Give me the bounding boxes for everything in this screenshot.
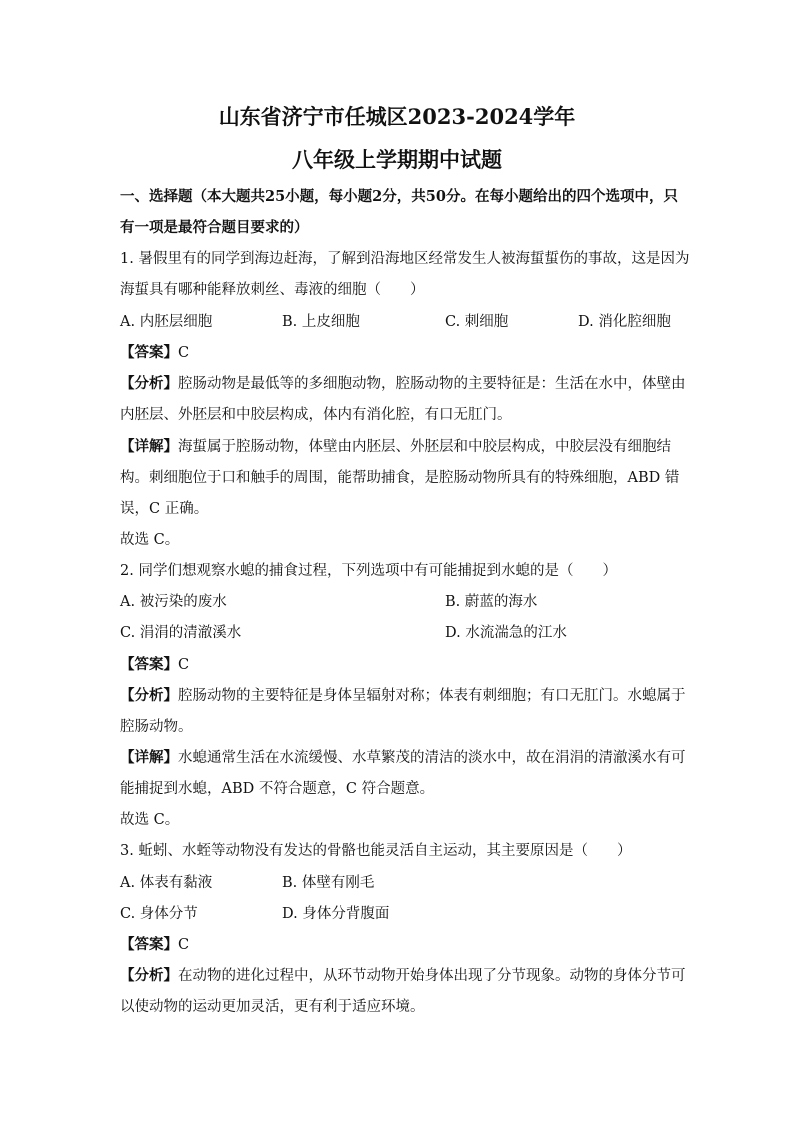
question-1-stem-cont: 海蜇具有哪种能释放刺丝、毒液的细胞（ ） <box>120 282 425 298</box>
question-3-option-d: D. 身体分背腹面 <box>282 906 390 922</box>
question-2-option-c: C. 涓涓的清澈溪水 <box>120 625 242 641</box>
document-title: 山东省济宁市任城区2023-2024学年 <box>218 104 576 129</box>
question-2-option-a: A. 被污染的废水 <box>120 594 227 610</box>
detail-text: 海蜇属于腔肠动物，体壁由内胚层、外胚层和中胶层构成，中胶层没有细胞结 <box>178 439 671 455</box>
question-1-detail <box>120 437 671 457</box>
question-2-detail <box>120 748 686 768</box>
question-1-detail-cont: 误，C 正确。 <box>120 501 209 517</box>
question-1-stem: 1. 暑假里有的同学到海边赶海，了解到沿海地区经常发生人被海蜇蜇伤的事故，这是因为 <box>120 251 690 267</box>
analysis-text: 在动物的进化过程中，从环节动物开始身体出现了分节现象。动物的身体分节可 <box>178 968 686 984</box>
question-1-option-b: B. 上皮细胞 <box>282 314 360 330</box>
question-2-detail-cont: 能捕捉到水螅，ABD 不符合题意，C 符合题意。 <box>120 781 435 797</box>
analysis-text: 腔肠动物是最低等的多细胞动物，腔肠动物的主要特征是：生活在水中，体壁由 <box>178 376 686 392</box>
question-2-option-d: D. 水流湍急的江水 <box>445 625 567 641</box>
question-1-option-c: C. 刺细胞 <box>445 314 509 330</box>
answer-value: C <box>178 657 190 673</box>
question-3-analysis-cont: 以使动物的运动更加灵活，更有利于适应环境。 <box>120 999 425 1015</box>
detail-label: 【详解】 <box>120 438 178 455</box>
question-1-option-a: A. 内胚层细胞 <box>120 314 213 330</box>
answer-label: 【答案】 <box>120 936 178 953</box>
question-3-stem: 3. 蚯蚓、水蛭等动物没有发达的骨骼也能灵活自主运动，其主要原因是（ ） <box>120 843 632 859</box>
answer-value: C <box>178 937 190 953</box>
section-heading-cont: 有一项是最符合题目要求的） <box>120 219 309 236</box>
question-2-analysis <box>120 686 686 706</box>
question-2-answer <box>120 655 189 675</box>
question-2-stem: 2. 同学们想观察水螅的捕食过程，下列选项中有可能捕捉到水螅的是（ ） <box>120 563 617 579</box>
question-1-analysis-cont: 内胚层、外胚层和中胶层构成，体内有消化腔，有口无肛门。 <box>120 407 512 423</box>
question-2-option-b: B. 蔚蓝的海水 <box>445 594 538 610</box>
section-heading: 一、选择题（本大题共25小题，每小题2分，共50分。在每小题给出的四个选项中，只 <box>120 188 678 205</box>
question-1-answer <box>120 343 189 363</box>
question-1-option-d: D. 消化腔细胞 <box>578 314 671 330</box>
question-1-detail-cont: 构。刺细胞位于口和触手的周围，能帮助捕食，是腔肠动物所具有的特殊细胞，ABD 错 <box>120 470 680 486</box>
question-2-analysis-cont: 腔肠动物。 <box>120 719 193 735</box>
analysis-label: 【分析】 <box>120 967 178 984</box>
answer-label: 【答案】 <box>120 656 178 673</box>
question-3-answer <box>120 935 189 955</box>
question-1-analysis <box>120 374 686 394</box>
detail-text: 水螅通常生活在水流缓慢、水草繁茂的清洁的淡水中，故在涓涓的清澈溪水有可 <box>178 750 686 766</box>
question-3-option-b: B. 体壁有刚毛 <box>282 875 375 891</box>
analysis-text: 腔肠动物的主要特征是身体呈辐射对称；体表有刺细胞；有口无肛门。水螅属于 <box>178 688 686 704</box>
question-2-conclusion: 故选 C。 <box>120 812 180 828</box>
analysis-label: 【分析】 <box>120 375 178 392</box>
answer-label: 【答案】 <box>120 344 178 361</box>
question-1-conclusion: 故选 C。 <box>120 532 180 548</box>
question-3-option-c: C. 身体分节 <box>120 906 198 922</box>
question-3-analysis <box>120 966 686 986</box>
analysis-label: 【分析】 <box>120 687 178 704</box>
question-3-option-a: A. 体表有黏液 <box>120 875 213 891</box>
answer-value: C <box>178 345 190 361</box>
document-subtitle: 八年级上学期期中试题 <box>292 147 502 172</box>
detail-label: 【详解】 <box>120 749 178 766</box>
